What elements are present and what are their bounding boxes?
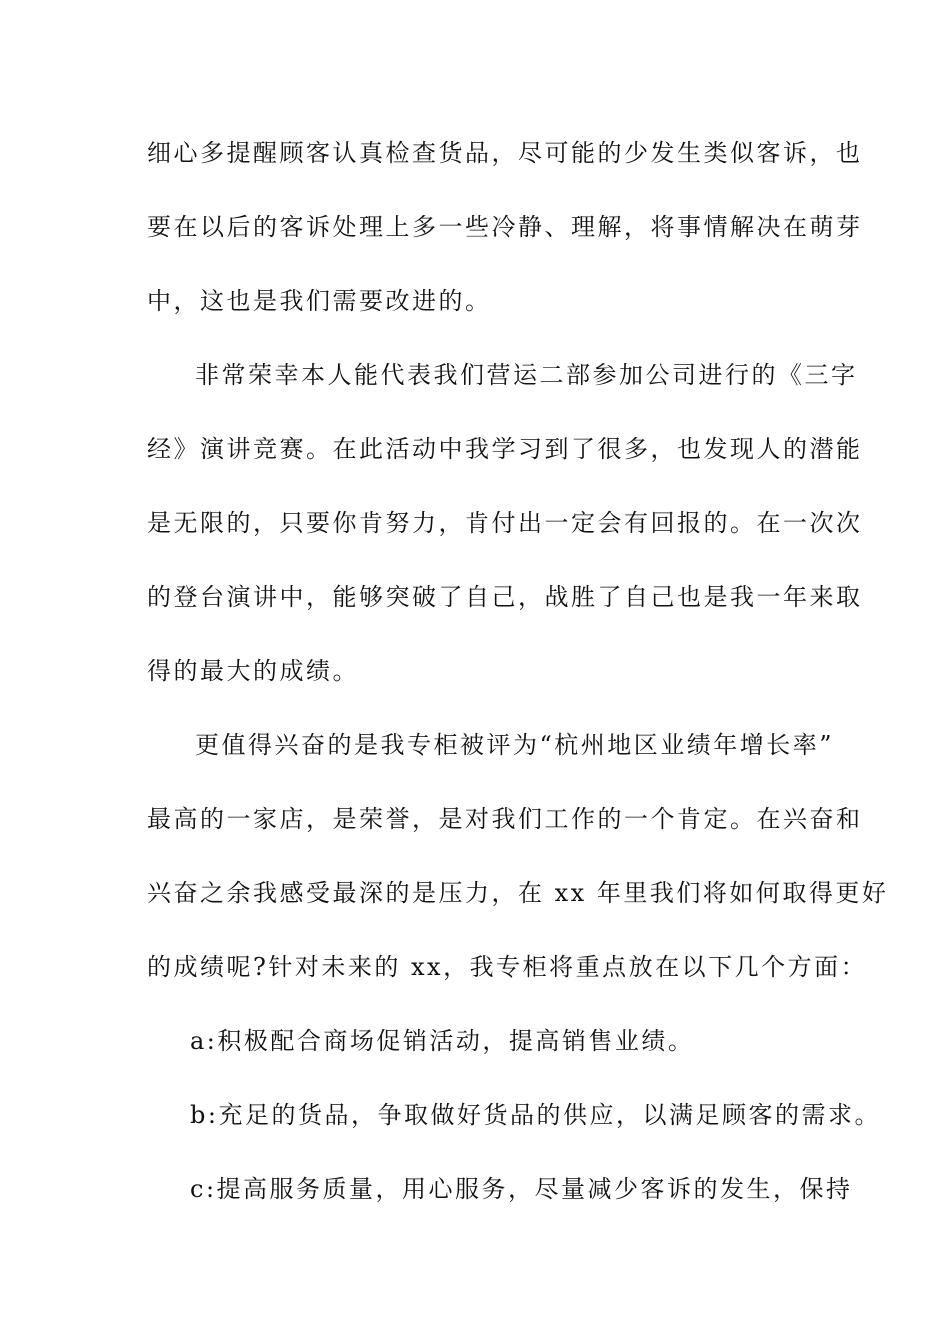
list-item: b:充足的货品，争取做好货品的供应，以满足顾客的需求。 bbox=[190, 1101, 881, 1129]
paragraph-line: 的登台演讲中，能够突破了自己，战胜了自己也是我一年来取 bbox=[147, 583, 863, 611]
paragraph-line: 是无限的，只要你肯努力，肯付出一定会有回报的。在一次次 bbox=[147, 509, 863, 537]
paragraph-line: 最高的一家店，是荣誉，是对我们工作的一个肯定。在兴奋和 bbox=[147, 805, 863, 833]
paragraph-line: 得的最大的成绩。 bbox=[147, 657, 359, 685]
paragraph-line: 的成绩呢?针对未来的 xx，我专柜将重点放在以下几个方面： bbox=[147, 953, 868, 981]
list-item: a:积极配合商场促销活动，提高销售业绩。 bbox=[190, 1027, 695, 1055]
paragraph-line: 更值得兴奋的是我专柜被评为“杭州地区业绩年增长率” bbox=[195, 731, 835, 759]
paragraph-line: 中，这也是我们需要改进的。 bbox=[147, 287, 492, 315]
list-item: c:提高服务质量，用心服务，尽量减少客诉的发生，保持 bbox=[190, 1175, 853, 1203]
paragraph-line: 非常荣幸本人能代表我们营运二部参加公司进行的《三字 bbox=[195, 361, 858, 389]
paragraph-line: 兴奋之余我感受最深的是压力，在 xx 年里我们将如何取得更好 bbox=[147, 879, 889, 907]
paragraph-line: 经》演讲竞赛。在此活动中我学习到了很多，也发现人的潜能 bbox=[147, 435, 863, 463]
paragraph-line: 细心多提醒顾客认真检查货品，尽可能的少发生类似客诉，也 bbox=[147, 139, 863, 167]
paragraph-line: 要在以后的客诉处理上多一些冷静、理解，将事情解决在萌芽 bbox=[147, 213, 863, 241]
